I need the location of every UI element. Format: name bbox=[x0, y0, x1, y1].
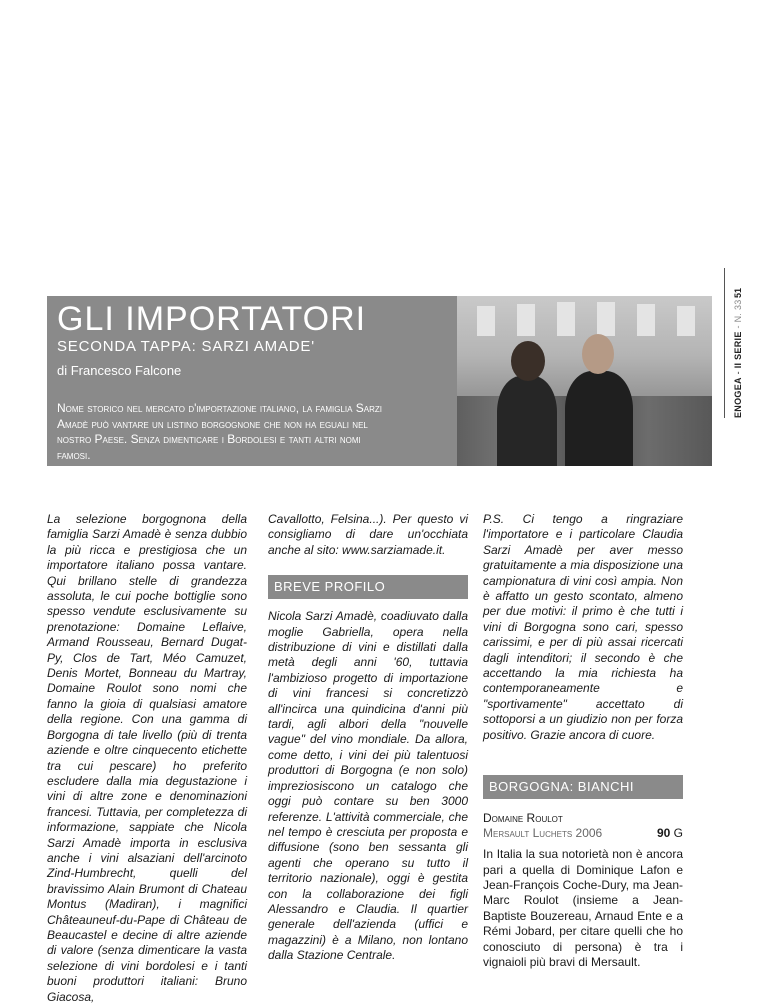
wine-producer: Domaine Roulot bbox=[483, 811, 563, 826]
profile-paragraph: Nicola Sarzi Amadè, coadiuvato dalla moglie Gabriella, opera nella distribuzione di vini e distillati dalla metà degli anni '60, tuttavia l'ambizioso progetto di importazione di vini francesi si concretizzò all'incirca una quindicina d'anni più tardi, agli albori della "nouvelle vague" del vino mondiale. Da allora, come detto, i vini dei più talentuosi produttori di Borgogna (e non solo) impreziosiscono un catalogo che oggi può contare su ben 3000 referenze. L'attività commerciale, che nel tempo è cresciuta per proposta e diffusione (sono ben sessanta gli agenti che operano su tutto il territorio nazionale), oggi è gestita con la collaborazione dei figli Alessandro e Claudia. Il quartier generale dell'azienda (uffici e magazzini) è a Milano, non lontano dalla Stazione Centrale. bbox=[268, 609, 468, 963]
side-caption: ENOGEA - II SERIE - N. 33 bbox=[733, 299, 743, 418]
wine-description: In Italia la sua notorietà non è ancora pari a quella di Dominique Lafon e Jean-François Coche-Dury, ma Jean-Marc Roulot (insieme a Jean-Baptiste Bouzereau, Arnaud Ente e a Rémi Jobard, per citare quelli che ho conosciuto di persona) è tra i vignaioli più bravi di Mersault. bbox=[483, 847, 683, 969]
page-number: 51 bbox=[733, 287, 743, 298]
article-subtitle: SECONDA TAPPA: SARZI AMADE' bbox=[57, 338, 315, 355]
intro-paragraph: La selezione borgognona della famiglia Sarzi Amadè è senza dubbio la più ricca e prestigiosa che un importatore italiano possa vantare. Qui brillano stelle di grandezza assoluta, le cui poche bottiglie sono spesso vendute esclusivamente su prenotazione: Domaine Leflaive, Armand Rousseau, Bernard Dugat-Py, Clos de Tart, Méo Camuzet, Denis Mortet, Bonneau du Martray, Domaine Roulot sono nomi che fanno la gioia di qualsiasi amatore della regione. Con una gamma di Borgogna di tale livello (più di trenta aziende e oltre cinquecento etichette tra cui pescare) ho preferito escludere dalla mia degustazione i vini di altre zone e denominazioni francesi. Tuttavia, per completezza di informazione, sappiate che Nicola Sarzi Amadè importa in esclusiva anche i vini alsaziani dell'arcinoto Zind-Humbrecht, quelli del bravissimo Alain Brumont di Chateau Montus (Madiran), i magnifici Châteauneuf-du-Pape di Château de Beaucastel e decine di altre aziende di valore (senza dimenticare la vasta selezione di vini bordolesi e i tanti buoni produttori italiani: Bruno Giacosa, bbox=[47, 512, 247, 1004]
section-heading-whites: BORGOGNA: BIANCHI bbox=[483, 775, 683, 799]
magazine-name: ENOGEA bbox=[733, 377, 743, 418]
column-2 bbox=[268, 512, 468, 964]
wine-score: 90 G bbox=[656, 826, 683, 841]
article-title: GLI IMPORTATORI bbox=[57, 300, 367, 338]
article-intro: Nome storico nel mercato d'importazione italiano, la famiglia Sarzi Amadè può vantare un listino borgognone che non ha eguali nel nostro Paese. Senza dimenticare i Bordolesi e tanti altri nomi famosi. bbox=[57, 401, 383, 462]
wine-entry bbox=[483, 826, 683, 841]
column-3 bbox=[483, 512, 683, 970]
ps-paragraph: P.S. Ci tengo a ringraziare l'importatore e i particolare Claudia Sarzi Amadè per aver messo gratuitamente a mia disposizione una campionatura di vini così ampia. Non è affatto un gesto scontato, almeno per due motivi: il primo è che tutti i vini di Borgogna sono cari, spesso carissimi, e per di più assai ricercati dagli intenditori; il secondo è che accettando la mia richiesta ha contemporaneamente e "sportivamente" accettato di sottoporsi a un giudizio non per forza positivo. Grazie ancora di cuore. bbox=[483, 512, 683, 742]
column-1 bbox=[47, 512, 247, 1005]
section-heading-profile: BREVE PROFILO bbox=[268, 575, 468, 599]
article-banner bbox=[47, 296, 712, 466]
issue-label: N. 33 bbox=[733, 299, 743, 323]
wine-name: Mersault Luchets 2006 bbox=[483, 826, 603, 841]
author-byline: di Francesco Falcone bbox=[57, 363, 182, 378]
continuation-paragraph: Cavallotto, Felsina...). Per questo vi consigliamo di dare un'occhiata anche al sito: www.sarziamade.it. bbox=[268, 512, 468, 557]
series-label: II SERIE bbox=[733, 331, 743, 369]
side-rule bbox=[724, 268, 725, 418]
importers-photo bbox=[457, 296, 712, 466]
